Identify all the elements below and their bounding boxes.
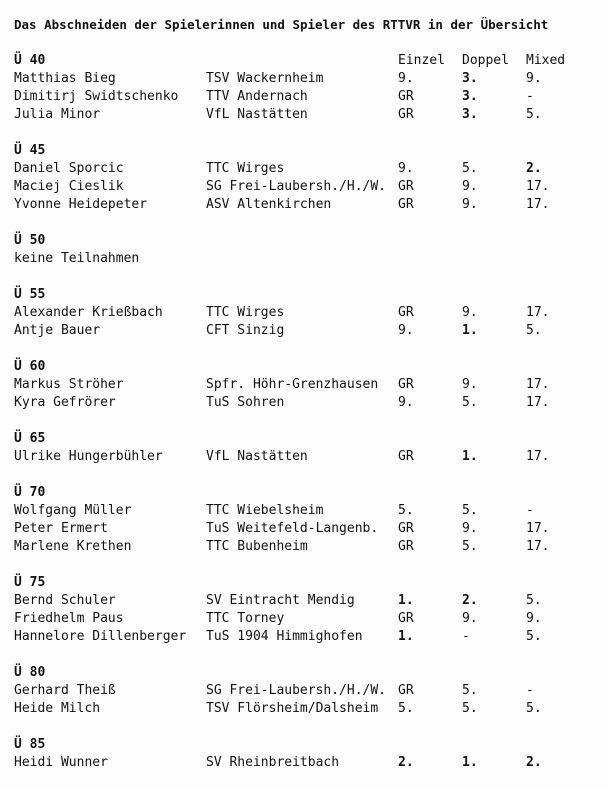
result-einzel: GR — [398, 107, 414, 122]
player-row — [0, 700, 608, 718]
player-row — [0, 106, 608, 124]
group-header — [0, 484, 608, 502]
age-group-label: Ü 60 — [14, 359, 46, 374]
player-name: Wolfgang Müller — [14, 503, 132, 518]
result-doppel: 9. — [462, 521, 478, 536]
result-doppel: 9. — [462, 179, 478, 194]
result-mixed: - — [526, 683, 534, 698]
result-einzel: GR — [398, 377, 414, 392]
player-name: Heide Milch — [14, 701, 101, 716]
player-name: Peter Ermert — [14, 521, 108, 536]
player-row — [0, 322, 608, 340]
player-row — [0, 538, 608, 556]
result-doppel: 5. — [462, 683, 478, 698]
player-row — [0, 628, 608, 646]
result-einzel: 1. — [398, 629, 414, 644]
result-einzel: 5. — [398, 701, 414, 716]
club-name: TSV Wackernheim — [206, 71, 324, 86]
result-einzel: 9. — [398, 161, 414, 176]
group-header — [0, 736, 608, 754]
result-einzel: GR — [398, 683, 414, 698]
result-einzel: 2. — [398, 755, 414, 770]
result-einzel: GR — [398, 197, 414, 212]
group-header — [0, 430, 608, 448]
result-mixed: 17. — [526, 377, 550, 392]
player-name: Yvonne Heidepeter — [14, 197, 148, 212]
result-mixed: 9. — [526, 611, 542, 626]
column-header-doppel: Doppel — [462, 53, 509, 68]
result-doppel: 5. — [462, 701, 478, 716]
player-row — [0, 70, 608, 88]
player-name: Dimitirj Swidtschenko — [14, 89, 179, 104]
group-header — [0, 664, 608, 682]
player-name: Julia Minor — [14, 107, 101, 122]
result-einzel: 5. — [398, 503, 414, 518]
player-row — [0, 178, 608, 196]
result-mixed: 17. — [526, 395, 550, 410]
player-name: keine Teilnahmen — [14, 251, 140, 266]
player-name: Ulrike Hungerbühler — [14, 449, 163, 464]
result-doppel: 3. — [462, 89, 478, 104]
player-row — [0, 682, 608, 700]
age-group-label: Ü 75 — [14, 575, 46, 590]
player-row — [0, 196, 608, 214]
result-mixed: 17. — [526, 197, 550, 212]
result-doppel: 2. — [462, 593, 478, 608]
result-doppel: 1. — [462, 755, 478, 770]
result-einzel: GR — [398, 305, 414, 320]
club-name: SV Rheinbreitbach — [206, 755, 340, 770]
result-doppel: 9. — [462, 197, 478, 212]
player-row — [0, 304, 608, 322]
result-einzel: 9. — [398, 323, 414, 338]
result-doppel: 3. — [462, 107, 478, 122]
player-row — [0, 250, 608, 268]
age-group-label: Ü 70 — [14, 485, 46, 500]
player-name: Matthias Bieg — [14, 71, 116, 86]
page-title: Das Abschneiden der Spielerinnen und Spieler des RTTVR in der Übersicht — [14, 17, 549, 32]
player-row — [0, 376, 608, 394]
result-einzel: 9. — [398, 71, 414, 86]
player-row — [0, 448, 608, 466]
result-einzel: GR — [398, 539, 414, 554]
result-doppel: 5. — [462, 539, 478, 554]
result-doppel: 1. — [462, 323, 478, 338]
player-name: Gerhard Theiß — [14, 683, 116, 698]
result-mixed: 17. — [526, 305, 550, 320]
club-name: TuS Weitefeld-Langenb. — [206, 521, 379, 536]
result-doppel: 5. — [462, 503, 478, 518]
age-group-label: Ü 80 — [14, 665, 46, 680]
result-mixed: - — [526, 503, 534, 518]
result-einzel: 1. — [398, 593, 414, 608]
player-row — [0, 88, 608, 106]
result-mixed: 5. — [526, 629, 542, 644]
result-doppel: 5. — [462, 395, 478, 410]
club-name: TuS 1904 Himmighofen — [206, 629, 363, 644]
result-doppel: 5. — [462, 161, 478, 176]
player-row — [0, 160, 608, 178]
player-row — [0, 610, 608, 628]
result-mixed: 5. — [526, 323, 542, 338]
result-mixed: 17. — [526, 449, 550, 464]
club-name: SG Frei-Laubersh./H./W. — [206, 179, 387, 194]
player-row — [0, 592, 608, 610]
result-mixed: 2. — [526, 755, 542, 770]
club-name: VfL Nastätten — [206, 449, 308, 464]
player-name: Marlene Krethen — [14, 539, 132, 554]
club-name: TTV Andernach — [206, 89, 308, 104]
group-header — [0, 358, 608, 376]
club-name: TTC Wiebelsheim — [206, 503, 324, 518]
club-name: TTC Bubenheim — [206, 539, 308, 554]
club-name: TTC Wirges — [206, 161, 285, 176]
player-name: Heidi Wunner — [14, 755, 108, 770]
age-group-label: Ü 55 — [14, 287, 46, 302]
result-einzel: GR — [398, 449, 414, 464]
result-mixed: 5. — [526, 107, 542, 122]
player-row — [0, 520, 608, 538]
result-mixed: 9. — [526, 71, 542, 86]
result-doppel: 1. — [462, 449, 478, 464]
player-row — [0, 502, 608, 520]
club-name: Spfr. Höhr-Grenzhausen — [206, 377, 379, 392]
column-header-mixed: Mixed — [526, 53, 566, 68]
player-name: Maciej Cieslik — [14, 179, 124, 194]
player-row — [0, 754, 608, 772]
club-name: TuS Sohren — [206, 395, 285, 410]
club-name: TTC Torney — [206, 611, 285, 626]
result-mixed: 17. — [526, 521, 550, 536]
group-header — [0, 574, 608, 592]
result-mixed: 17. — [526, 179, 550, 194]
group-header — [0, 142, 608, 160]
result-mixed: 5. — [526, 701, 542, 716]
club-name: TTC Wirges — [206, 305, 285, 320]
player-name: Kyra Gefrörer — [14, 395, 116, 410]
age-group-label: Ü 45 — [14, 143, 46, 158]
result-doppel: 9. — [462, 611, 478, 626]
result-einzel: GR — [398, 611, 414, 626]
result-mixed: - — [526, 89, 534, 104]
result-doppel: - — [462, 629, 470, 644]
result-einzel: 9. — [398, 395, 414, 410]
result-mixed: 5. — [526, 593, 542, 608]
age-group-label: Ü 85 — [14, 737, 46, 752]
result-doppel: 3. — [462, 71, 478, 86]
age-group-label: Ü 65 — [14, 431, 46, 446]
group-header — [0, 286, 608, 304]
result-doppel: 9. — [462, 377, 478, 392]
club-name: CFT Sinzig — [206, 323, 285, 338]
age-group-label: Ü 50 — [14, 233, 46, 248]
age-group-label: Ü 40 — [14, 53, 46, 68]
result-mixed: 17. — [526, 539, 550, 554]
result-mixed: 2. — [526, 161, 542, 176]
player-name: Markus Ströher — [14, 377, 124, 392]
player-name: Friedhelm Paus — [14, 611, 124, 626]
player-row — [0, 394, 608, 412]
result-einzel: GR — [398, 521, 414, 536]
club-name: ASV Altenkirchen — [206, 197, 332, 212]
player-name: Alexander Krießbach — [14, 305, 163, 320]
group-header — [0, 52, 608, 70]
player-name: Daniel Sporcic — [14, 161, 124, 176]
result-einzel: GR — [398, 89, 414, 104]
player-name: Hannelore Dillenberger — [14, 629, 187, 644]
group-header — [0, 232, 608, 250]
club-name: SG Frei-Laubersh./H./W. — [206, 683, 387, 698]
player-name: Antje Bauer — [14, 323, 101, 338]
club-name: VfL Nastätten — [206, 107, 308, 122]
result-doppel: 9. — [462, 305, 478, 320]
player-name: Bernd Schuler — [14, 593, 116, 608]
result-einzel: GR — [398, 179, 414, 194]
club-name: SV Eintracht Mendig — [206, 593, 355, 608]
club-name: TSV Flörsheim/Dalsheim — [206, 701, 379, 716]
column-header-einzel: Einzel — [398, 53, 445, 68]
